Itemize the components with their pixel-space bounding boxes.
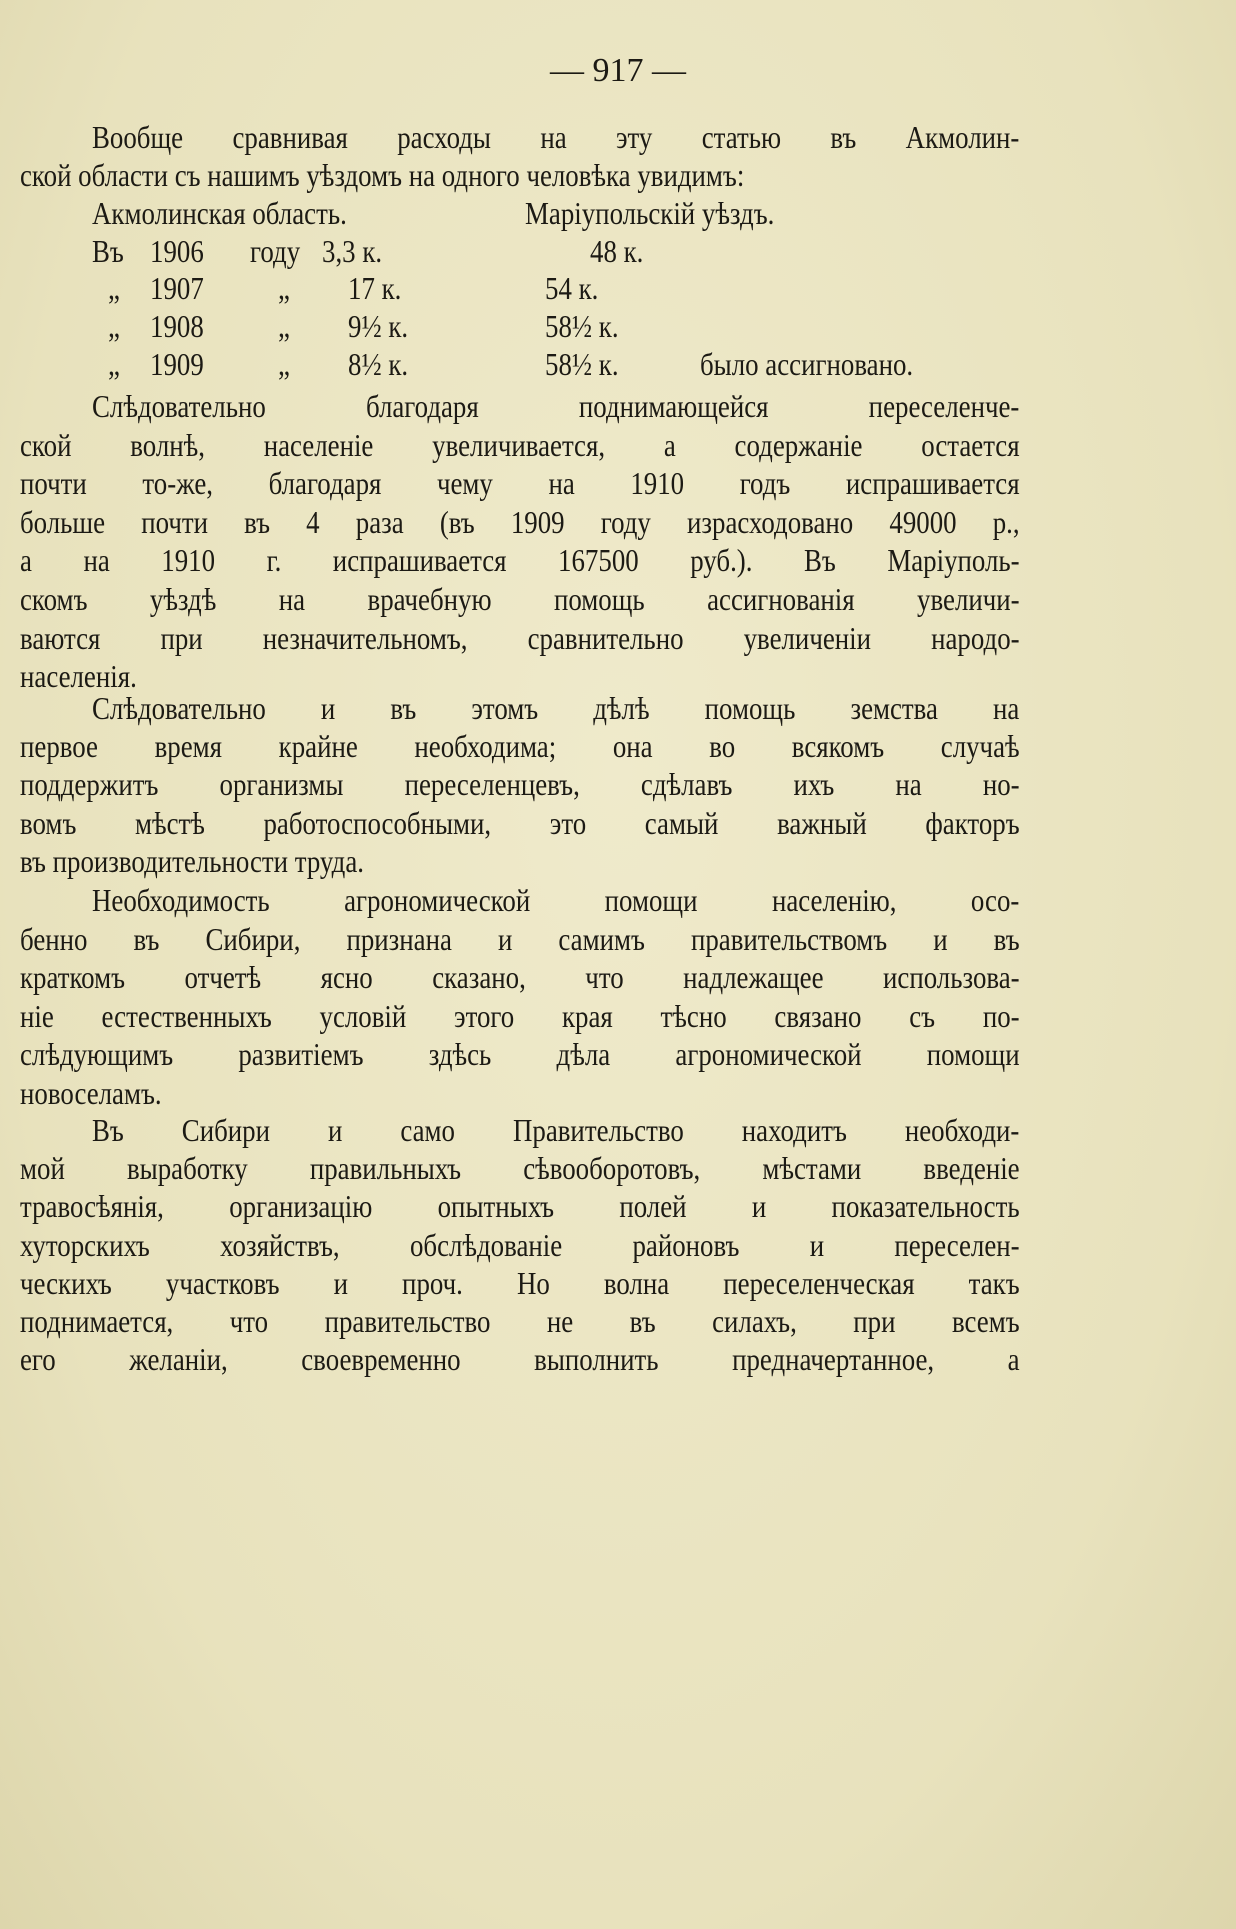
table-header: Акмолинская область. (92, 195, 347, 231)
row-year: 1907 (150, 270, 204, 306)
text-line: первое время крайне необходима; она во всякомъ случаѣ (20, 728, 1020, 764)
text-line: населенія. (20, 658, 137, 694)
text-line: поднимается, что правительство не въ силахъ, при всемъ (20, 1303, 1020, 1339)
row-prefix: „ (108, 270, 120, 306)
row-akmolinsk-value: 9½ к. (348, 308, 409, 344)
row-note: было ассигновано. (700, 346, 914, 382)
text-line: хуторскихъ хозяйствъ, обслѣдованіе районовъ и переселен- (20, 1227, 1020, 1263)
text-line: въ производительности труда. (20, 843, 365, 879)
row-unit: „ (278, 346, 290, 382)
row-year: 1906 (150, 233, 204, 269)
text-line: ваются при незначительномъ, сравнительно увеличеніи народо- (20, 620, 1020, 656)
text-line: ской волнѣ, населеніе увеличивается, а содержаніе остается (20, 427, 1020, 463)
text-line: слѣдующимъ развитіемъ здѣсь дѣла агрономической помощи (20, 1036, 1020, 1072)
row-mariupol-value: 54 к. (545, 270, 599, 306)
page-number: — 917 — (550, 52, 686, 89)
text-line: больше почти въ 4 раза (въ 1909 году израсходовано 49000 р., (20, 504, 1020, 540)
row-unit: „ (278, 308, 290, 344)
text-line: а на 1910 г. испрашивается 167500 руб.). Въ Маріуполь- (20, 542, 1020, 578)
text-line: краткомъ отчетѣ ясно сказано, что надлежащее использова- (20, 959, 1020, 995)
table-header: Маріупольскій уѣздъ. (525, 195, 775, 231)
row-prefix: „ (108, 346, 120, 382)
row-akmolinsk-value: 8½ к. (348, 346, 409, 382)
row-mariupol-value: 58½ к. (545, 308, 619, 344)
row-prefix: „ (108, 308, 120, 344)
text-line: Вообще сравнивая расходы на эту статью въ Акмолин- (92, 119, 1020, 155)
text-line: скомъ уѣздѣ на врачебную помощь ассигнованія увеличи- (20, 581, 1020, 617)
text-line: ской области съ нашимъ уѣздомъ на одного человѣка увидимъ: (20, 157, 745, 193)
text-line: поддержитъ организмы переселенцевъ, сдѣлавъ ихъ на но- (20, 766, 1020, 802)
row-year: 1909 (150, 346, 204, 382)
row-akmolinsk-value: 17 к. (348, 270, 402, 306)
text-line: ніе естественныхъ условій этого края тѣсно связано съ по- (20, 998, 1020, 1034)
text-line: его желаніи, своевременно выполнить предначертанное, а (20, 1341, 1020, 1377)
text-line: бенно въ Сибири, признана и самимъ правительствомъ и въ (20, 921, 1020, 957)
text-line: Необходимость агрономической помощи населенію, осо- (92, 882, 1020, 918)
text-line: Слѣдовательно и въ этомъ дѣлѣ помощь земства на (92, 690, 1020, 726)
text-line: ческихъ участковъ и проч. Но волна переселенческая такъ (20, 1265, 1020, 1301)
text-line: почти то-же, благодаря чему на 1910 годъ испрашивается (20, 465, 1020, 501)
row-year: 1908 (150, 308, 204, 344)
row-prefix: Въ (92, 233, 124, 269)
row-akmolinsk-value: 3,3 к. (322, 233, 383, 269)
text-line: новоселамъ. (20, 1075, 162, 1111)
row-mariupol-value: 48 к. (590, 233, 644, 269)
row-mariupol-value: 58½ к. (545, 346, 619, 382)
text-line: мой выработку правильныхъ сѣвооборотовъ, мѣстами введеніе (20, 1150, 1020, 1186)
text-line: вомъ мѣстѣ работоспособными, это самый важный факторъ (20, 805, 1020, 841)
text-line: Въ Сибири и само Правительство находитъ необходи- (92, 1112, 1020, 1148)
text-line: травосѣянія, организацію опытныхъ полей и показательность (20, 1188, 1020, 1224)
row-unit: году (250, 233, 301, 269)
text-line: Слѣдовательно благодаря поднимающейся переселенче- (92, 388, 1020, 424)
row-unit: „ (278, 270, 290, 306)
